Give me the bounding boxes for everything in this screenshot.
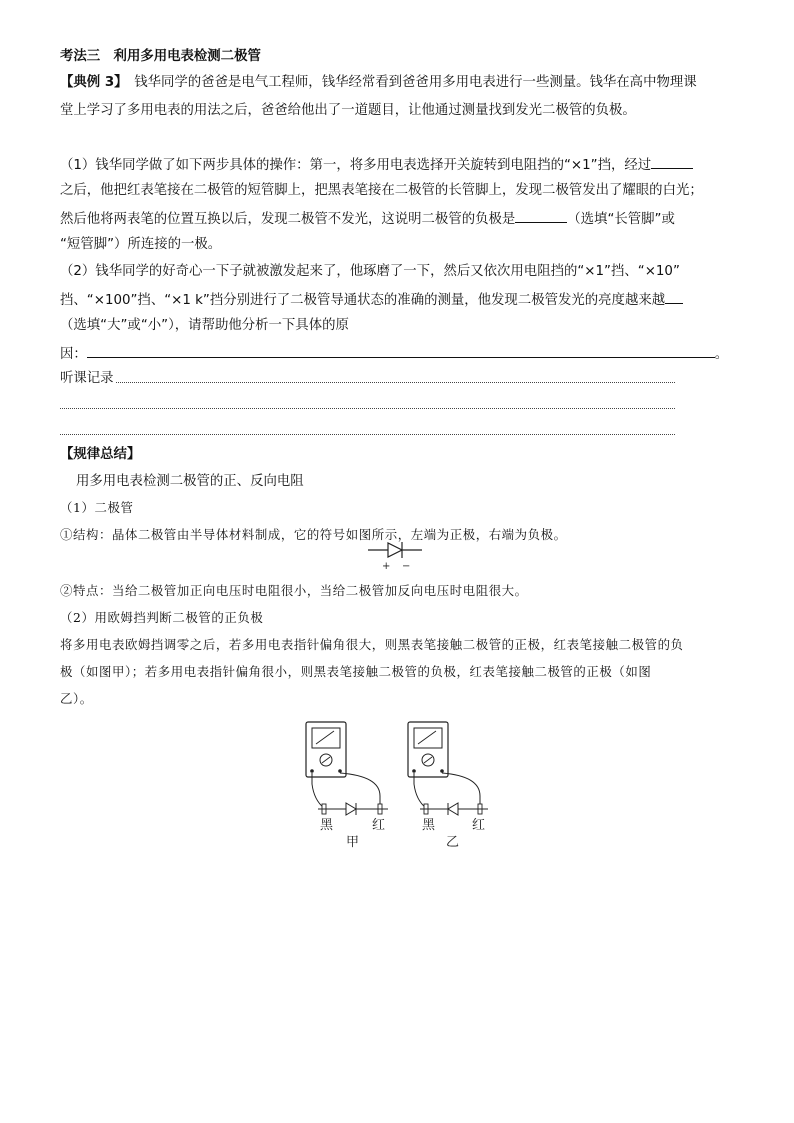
summary-heading: 【规律总结】 [60,447,141,462]
multimeter-diagram [290,716,510,850]
section-title: 考法三 利用多用电表检测二极管 [60,49,261,64]
part-2-line-3: 乙）。 [60,691,93,706]
question-1-line-2: 之后，他把红表笔接在二极管的短管脚上，把黑表笔接在二极管的长管脚上，发现二极管发出了耀眼的白光； [60,183,703,198]
left-red-label: 红 [372,818,386,833]
question-2-text-2: 挡、“×100”挡、“×1 k”挡分别进行了二极管导通状态的准确的测量，他发现二极管发光的亮度越来越 [60,293,666,308]
question-1-line-1 [60,154,740,176]
question-2-text-4a: 因： [60,347,87,362]
question-1-line-3-visible [60,208,740,230]
right-red-label: 红 [472,818,486,833]
question-2-line-2 [60,289,740,311]
answer-blank-3[interactable] [665,289,683,304]
diode-symbol [364,538,428,574]
notes-label: 听课记录 [60,371,114,386]
right-black-label: 黑 [422,818,436,833]
right-caption: 乙 [446,835,460,850]
example-intro-text-1: 钱华同学的爸爸是电气工程师，钱华经常看到爸爸用多用电表进行一些测量。钱华在高中物理课 [120,75,697,90]
question-1-line-4: “短管脚”）所连接的一极。 [60,237,222,252]
notes-line-3[interactable] [60,434,675,435]
part-2-heading: （2）用欧姆挡判断二极管的正负极 [60,610,264,625]
question-1-text-1: （1）钱华同学做了如下两步具体的操作：第一，将多用电表选择开关旋转到电阻挡的“×1”挡，经过 [60,158,652,173]
answer-blank-2[interactable] [515,208,567,223]
example-tag: 【典例 3】 [60,75,121,90]
question-2-line-3: （选填“大”或“小”），请帮助他分析一下具体的原 [60,318,349,333]
part-1-heading: （1）二极管 [60,500,134,515]
part-1-item-1: ①结构：晶体二极管由半导体材料制成，它的符号如图所示，左端为正极，右端为负极。 [60,527,567,542]
part-1-item-2: ②特点：当给二极管加正向电压时电阻很小，当给二极管加反向电压时电阻很大。 [60,583,528,598]
answer-blank-1[interactable] [651,154,693,169]
example-intro-line-2: 堂上学习了多用电表的用法之后，爸爸给他出了一道题目，让他通过测量找到发光二极管的负极。 [60,103,636,118]
summary-subtitle: 用多用电表检测二极管的正、反向电阻 [76,474,304,489]
notes-line-1[interactable] [116,382,675,383]
symbol-plus-label: + [382,561,391,572]
question-2-text-4b: 。 [714,347,729,362]
left-black-label: 黑 [320,818,334,833]
notes-line-2[interactable] [60,408,675,409]
question-2-line-4 [60,343,740,365]
example-intro-line-1 [60,73,740,93]
question-2-line-1: （2）钱华同学的好奇心一下子就被激发起来了，他琢磨了一下，然后又依次用电阻挡的“×1”挡、“×10” [60,264,680,279]
left-caption: 甲 [346,835,360,850]
question-1-text-3b: （选填“长管脚”或 [567,212,675,227]
symbol-minus-label: − [402,561,411,572]
multimeter-left [306,722,388,815]
multimeter-right [408,722,488,815]
question-1-text-3a: 然后他将两表笔的位置互换以后，发现二极管不发光，这说明二极管的负极是 [60,212,516,227]
part-2-line-1: 将多用电表欧姆挡调零之后，若多用电表指针偏角很大，则黑表笔接触二极管的正极，红表笔接触二极管的负 [60,637,684,652]
part-2-line-2: 极（如图甲）；若多用电表指针偏角很小，则黑表笔接触二极管的负极，红表笔接触二极管的正极（如图 [60,664,652,679]
answer-blank-4[interactable] [87,343,715,358]
